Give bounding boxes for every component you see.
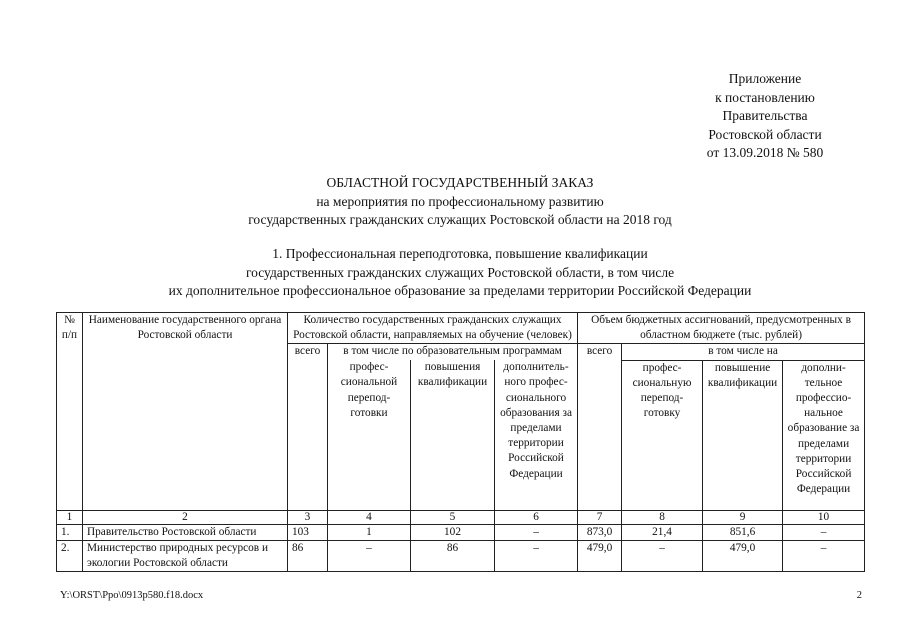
header-count-retraining: профес- сиональной перепод- готовки — [328, 360, 411, 511]
row-number: 1. — [57, 525, 83, 541]
column-number: 5 — [411, 511, 495, 525]
table-row — [57, 525, 865, 541]
budget-qualification: 851,6 — [703, 525, 783, 541]
count-additional: – — [495, 525, 578, 541]
header-budget-additional: дополни- тельное профессио- нальное образование за пределами территории Российской Федерации — [783, 360, 865, 511]
column-number: 8 — [622, 511, 703, 525]
column-number: 3 — [288, 511, 328, 525]
count-qualification: 102 — [411, 525, 495, 541]
table-row — [57, 541, 865, 572]
budget-retraining: 21,4 — [622, 525, 703, 541]
budget-retraining: – — [622, 541, 703, 572]
appendix-line: Приложение — [728, 71, 802, 86]
column-number: 1 — [57, 511, 83, 525]
count-retraining: 1 — [328, 525, 411, 541]
column-number: 7 — [578, 511, 622, 525]
count-total: 86 — [288, 541, 328, 572]
section-title-line: 1. Профессиональная переподготовка, повышение квалификации — [272, 246, 648, 261]
order-subtitle: на мероприятия по профессиональному развитию — [316, 193, 604, 209]
appendix-line: Ростовской области — [708, 126, 822, 142]
column-numbers-row — [57, 511, 865, 525]
header-budget-retraining: профес- сиональную перепод- готовку — [622, 360, 703, 511]
header-count-total: всего — [288, 344, 328, 511]
appendix-line: от 13.09.2018 № 580 — [706, 145, 824, 160]
order-table — [56, 312, 865, 572]
order-subtitle: государственных гражданских служащих Ростовской области на 2018 год — [248, 212, 672, 227]
page-number: 2 — [856, 590, 862, 601]
column-number: 4 — [328, 511, 411, 525]
count-retraining: – — [328, 541, 411, 572]
section-title-line: государственных гражданских служащих Ростовской области, в том числе — [245, 264, 675, 280]
row-number: 2. — [57, 541, 83, 572]
section-title-line: их дополнительное профессиональное образование за пределами территории Российской Федерации — [168, 283, 752, 298]
order-title: ОБЛАСТНОЙ ГОСУДАРСТВЕННЫЙ ЗАКАЗ — [326, 175, 594, 190]
column-number: 2 — [83, 511, 288, 525]
column-number: 10 — [783, 511, 865, 525]
organ-name: Правительство Ростовской области — [83, 525, 288, 541]
count-additional: – — [495, 541, 578, 572]
budget-total: 873,0 — [578, 525, 622, 541]
appendix-line: Правительства — [722, 108, 808, 123]
header-staff-count: Количество государственных гражданских служащих Ростовской области, направляемых на обучение (человек) — [288, 313, 578, 344]
appendix-block — [640, 70, 890, 163]
column-number: 6 — [495, 511, 578, 525]
organ-name: Министерство природных ресурсов и экологии Ростовской области — [83, 541, 288, 572]
header-count-programs: в том числе по образовательным программам — [328, 344, 578, 360]
file-path: Y:\ORST\Ppo\0913p580.f18.docx — [60, 590, 204, 601]
budget-qualification: 479,0 — [703, 541, 783, 572]
header-count-additional: дополнитель- ного профес- сионального образования за пределами территории Российской Федерации — [495, 360, 578, 511]
header-budget-including: в том числе на — [622, 344, 865, 360]
header-organ-name: Наименование государственного органа Ростовской области — [83, 313, 288, 511]
header-budget-qualification: повышение квалификации — [703, 360, 783, 511]
budget-total: 479,0 — [578, 541, 622, 572]
order-heading — [60, 174, 860, 230]
page-footer — [60, 590, 862, 606]
appendix-line: к постановлению — [715, 89, 815, 105]
count-qualification: 86 — [411, 541, 495, 572]
section-heading — [60, 245, 860, 301]
header-budget-total: всего — [578, 344, 622, 511]
header-budget: Объем бюджетных ассигнований, предусмотренных в областном бюджете (тыс. рублей) — [578, 313, 865, 344]
budget-additional: – — [783, 541, 865, 572]
header-count-qualification: повышения квалификации — [411, 360, 495, 511]
header-number: № п/п — [57, 313, 83, 511]
column-number: 9 — [703, 511, 783, 525]
count-total: 103 — [288, 525, 328, 541]
budget-additional: – — [783, 525, 865, 541]
